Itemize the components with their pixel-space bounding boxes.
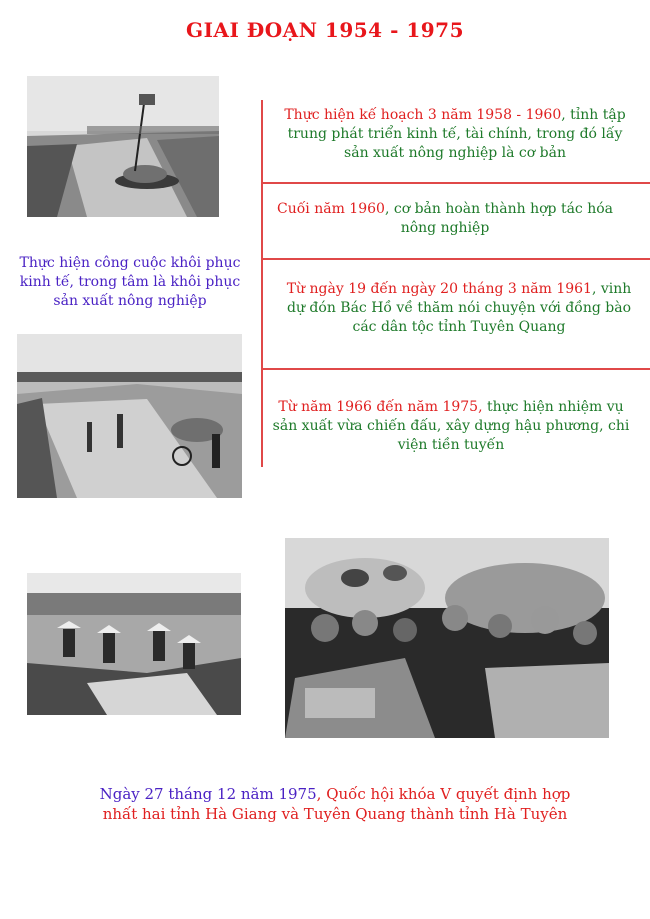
- event-1-date: Thực hiện kế hoạch 3 năm 1958 - 1960: [284, 107, 562, 123]
- timeline-divider-2: [263, 258, 650, 260]
- boat-canal-photo: [27, 76, 219, 217]
- event-1: [275, 106, 635, 163]
- event-3-text: , vinh dự đón Bác Hồ về thăm nói chuyện với đồng bào các dân tộc tỉnh Tuyên Quang: [287, 281, 632, 335]
- event-3: [278, 280, 640, 337]
- bottom-caption: [80, 784, 590, 824]
- rice-field-photo: [27, 573, 241, 715]
- event-1-text: , tỉnh tập trung phát triển kinh tế, tài chính, trong đó lấy sản xuất nông nghiệp là cơ bản: [287, 107, 626, 161]
- event-4-date: Từ năm 1966 đến năm 1975,: [278, 399, 483, 415]
- timeline-divider-1: [263, 182, 650, 184]
- timeline-vertical-line: [261, 100, 263, 467]
- event-2-date: Cuối năm 1960: [277, 201, 385, 217]
- event-3-date: Từ ngày 19 đến ngày 20 tháng 3 năm 1961: [286, 281, 592, 297]
- event-2: [270, 200, 620, 238]
- timeline-divider-3: [263, 368, 650, 370]
- ox-cart-road-photo: [17, 334, 242, 498]
- event-4: [270, 398, 632, 455]
- page-title: GIAI ĐOẠN 1954 - 1975: [186, 18, 464, 42]
- bottom-date: Ngày 27 tháng 12 năm 1975: [99, 785, 317, 803]
- bottom-text: , Quốc hội khóa V quyết định hợp nhất hai tỉnh Hà Giang và Tuyên Quang thành tỉnh Hà Tuyên: [102, 785, 571, 823]
- event-4-text: thực hiện nhiệm vụ sản xuất vừa chiến đấu, xây dựng hậu phương, chi viện tiền tuyến: [272, 399, 630, 453]
- event-2-text: , cơ bản hoàn thành hợp tác hóa nông nghiệp: [384, 201, 613, 236]
- left-caption: Thực hiện công cuộc khôi phục kinh tế, trong tâm là khôi phục sản xuất nông nghiệp: [19, 255, 241, 309]
- celebration-crowd-photo: [285, 538, 609, 738]
